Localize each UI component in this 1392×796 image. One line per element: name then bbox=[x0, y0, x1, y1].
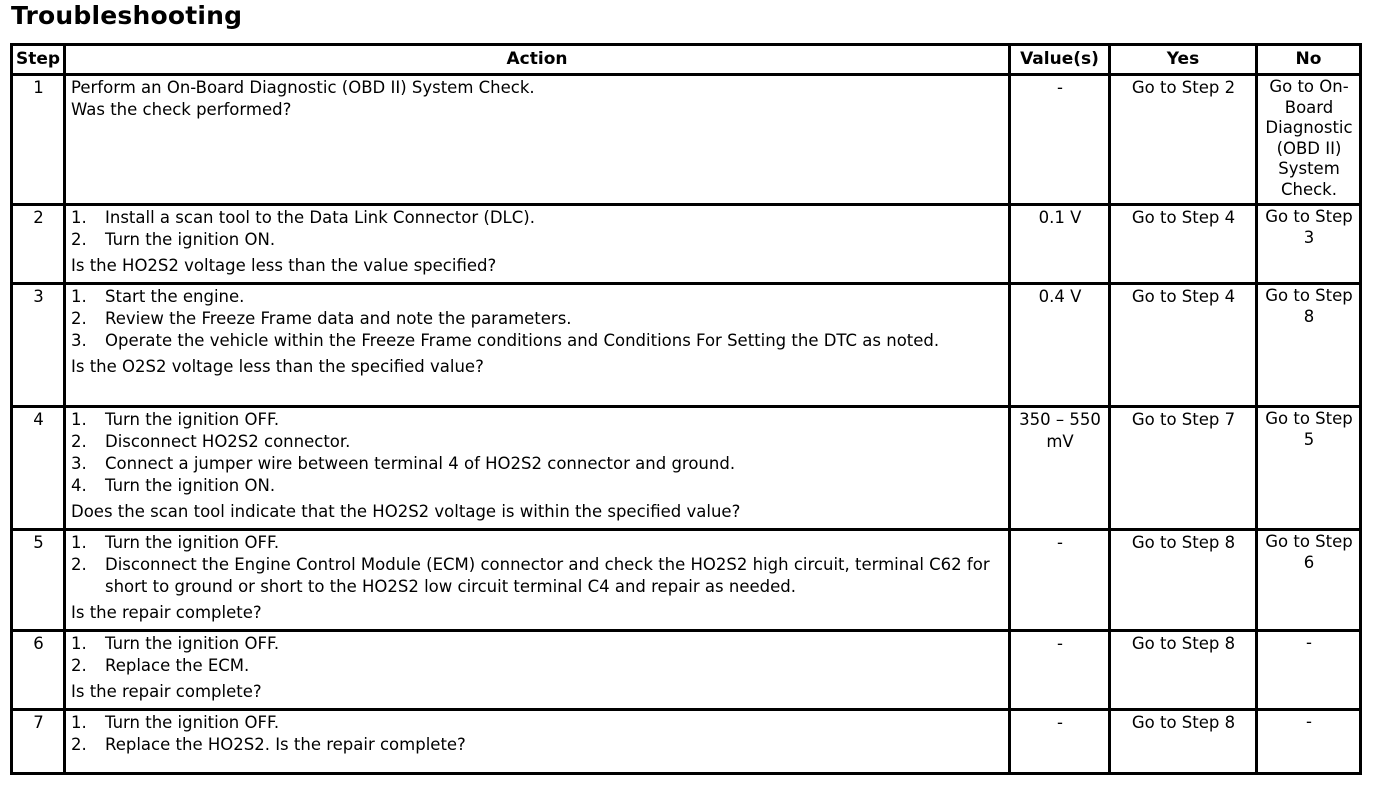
action-cell bbox=[65, 710, 1010, 774]
step-number: 6 bbox=[12, 631, 65, 710]
action-item: 2. Disconnect HO2S2 connector. bbox=[71, 432, 351, 451]
action-item-text: Connect a jumper wire between terminal 4 of HO2S2 connector and ground. bbox=[105, 454, 736, 473]
header-yes: Yes bbox=[1110, 45, 1257, 75]
header-step: Step bbox=[12, 45, 65, 75]
action-line: Perform an On-Board Diagnostic (OBD II) System Check. bbox=[71, 78, 535, 97]
no-cell: - bbox=[1257, 710, 1361, 774]
step-number: 5 bbox=[12, 530, 65, 631]
action-item-text: Disconnect HO2S2 connector. bbox=[105, 432, 351, 451]
action-item-text: Replace the ECM. bbox=[105, 656, 250, 675]
action-cell bbox=[65, 75, 1010, 205]
value-cell: - bbox=[1010, 75, 1110, 205]
troubleshooting-table bbox=[10, 43, 1362, 775]
no-cell: - bbox=[1257, 631, 1361, 710]
action-item: 3. Operate the vehicle within the Freeze Frame conditions and Conditions For Setting the DTC as noted. bbox=[71, 331, 940, 350]
action-item: 1. Turn the ignition OFF. bbox=[71, 533, 280, 552]
no-cell: Go to Step 3 bbox=[1257, 205, 1361, 284]
action-item-text: Turn the ignition ON. bbox=[105, 476, 276, 495]
page-title: Troubleshooting bbox=[11, 1, 243, 30]
value-cell: - bbox=[1010, 631, 1110, 710]
action-item: 1. Turn the ignition OFF. bbox=[71, 634, 280, 653]
value-cell: - bbox=[1010, 710, 1110, 774]
action-item: 4. Turn the ignition ON. bbox=[71, 476, 276, 495]
value-cell: 0.1 V bbox=[1010, 205, 1110, 284]
no-cell: Go to Step 6 bbox=[1257, 530, 1361, 631]
table-header-row bbox=[12, 45, 1361, 75]
yes-cell: Go to Step 8 bbox=[1110, 710, 1257, 774]
action-item-text: Turn the ignition OFF. bbox=[105, 634, 280, 653]
action-item: 3. Connect a jumper wire between terminal 4 of HO2S2 connector and ground. bbox=[71, 454, 736, 473]
no-cell: Go to Step 8 bbox=[1257, 284, 1361, 407]
action-item-text: Disconnect the Engine Control Module (ECM) connector and check the HO2S2 high circuit, terminal C62 for short to ground or short to the HO2S2 low circuit terminal C4 and repair as needed. bbox=[105, 555, 990, 596]
action-cell bbox=[65, 205, 1010, 284]
step-number: 2 bbox=[12, 205, 65, 284]
action-question: Is the repair complete? bbox=[71, 682, 262, 701]
header-value: Value(s) bbox=[1010, 45, 1110, 75]
value-cell: 0.4 V bbox=[1010, 284, 1110, 407]
action-item-text: Turn the ignition OFF. bbox=[105, 533, 280, 552]
table-row bbox=[12, 530, 1361, 631]
action-item: 1. Turn the ignition OFF. bbox=[71, 713, 280, 732]
step-number: 7 bbox=[12, 710, 65, 774]
yes-cell: Go to Step 7 bbox=[1110, 407, 1257, 530]
action-cell bbox=[65, 631, 1010, 710]
table-row bbox=[12, 205, 1361, 284]
action-item: 1. Turn the ignition OFF. bbox=[71, 410, 280, 429]
value-cell: 350 – 550 mV bbox=[1010, 407, 1110, 530]
yes-cell: Go to Step 8 bbox=[1110, 530, 1257, 631]
table-row bbox=[12, 631, 1361, 710]
action-item: 1. Start the engine. bbox=[71, 287, 245, 306]
action-item: 2. Replace the HO2S2. Is the repair complete? bbox=[71, 735, 466, 754]
action-item-text: Install a scan tool to the Data Link Connector (DLC). bbox=[105, 208, 535, 227]
action-item-text: Operate the vehicle within the Freeze Frame conditions and Conditions For Setting the DTC as noted. bbox=[105, 331, 940, 350]
action-question: Is the O2S2 voltage less than the specified value? bbox=[71, 357, 484, 376]
action-item: 1. Install a scan tool to the Data Link Connector (DLC). bbox=[71, 208, 535, 227]
header-no: No bbox=[1257, 45, 1361, 75]
no-cell: Go to Step 5 bbox=[1257, 407, 1361, 530]
action-cell bbox=[65, 284, 1010, 407]
table-row bbox=[12, 284, 1361, 407]
yes-cell: Go to Step 2 bbox=[1110, 75, 1257, 205]
action-question: Does the scan tool indicate that the HO2S2 voltage is within the specified value? bbox=[71, 502, 741, 521]
value-cell: - bbox=[1010, 530, 1110, 631]
action-item-text: Turn the ignition ON. bbox=[105, 230, 276, 249]
action-item: 2. Review the Freeze Frame data and note the parameters. bbox=[71, 309, 572, 328]
no-cell: Go to On-Board Diagnostic (OBD II) System Check. bbox=[1257, 75, 1361, 205]
header-action: Action bbox=[65, 45, 1010, 75]
action-question: Is the repair complete? bbox=[71, 603, 262, 622]
action-cell bbox=[65, 530, 1010, 631]
yes-cell: Go to Step 4 bbox=[1110, 284, 1257, 407]
action-item-text: Turn the ignition OFF. bbox=[105, 713, 280, 732]
action-item: 2. Replace the ECM. bbox=[71, 656, 250, 675]
action-item-text: Replace the HO2S2. Is the repair complete? bbox=[105, 735, 466, 754]
action-question: Is the HO2S2 voltage less than the value specified? bbox=[71, 256, 497, 275]
yes-cell: Go to Step 4 bbox=[1110, 205, 1257, 284]
step-number: 3 bbox=[12, 284, 65, 407]
action-cell bbox=[65, 407, 1010, 530]
table-row bbox=[12, 710, 1361, 774]
action-item: 2. Turn the ignition ON. bbox=[71, 230, 276, 249]
table-row bbox=[12, 407, 1361, 530]
action-item-text: Review the Freeze Frame data and note the parameters. bbox=[105, 309, 572, 328]
yes-cell: Go to Step 8 bbox=[1110, 631, 1257, 710]
action-item: 2. Disconnect the Engine Control Module (ECM) connector and check the HO2S2 high circuit, terminal C62 for short to ground or short to the HO2S2 low circuit terminal C4 and repair as needed. bbox=[71, 555, 990, 596]
step-number: 1 bbox=[12, 75, 65, 205]
action-item-text: Turn the ignition OFF. bbox=[105, 410, 280, 429]
action-question: Was the check performed? bbox=[71, 100, 292, 119]
step-number: 4 bbox=[12, 407, 65, 530]
table-row bbox=[12, 75, 1361, 205]
action-item-text: Start the engine. bbox=[105, 287, 245, 306]
